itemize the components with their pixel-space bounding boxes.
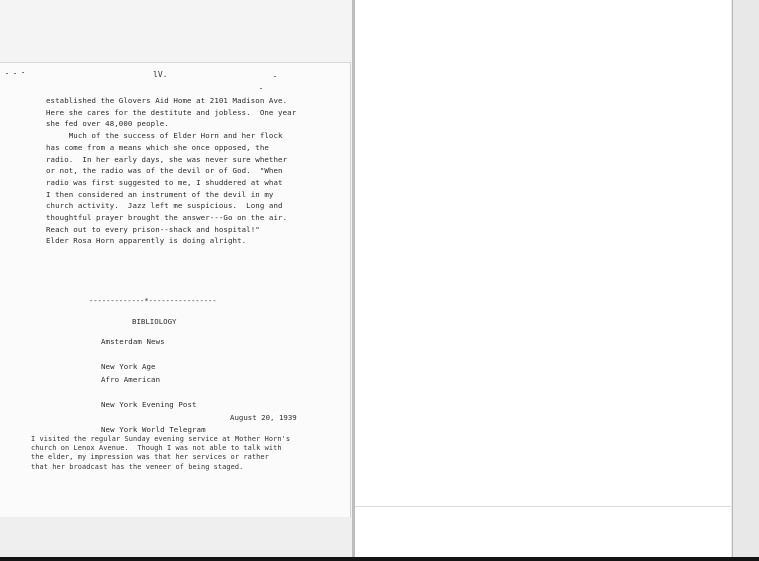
note-line: that her broadcast has the veneer of being staged. [31,462,244,471]
body-text [46,95,296,247]
document-date: August 20, 1939 [230,413,297,422]
body-line: has come from a means which she once opposed, the [46,142,269,152]
scan-bottom-border [0,557,759,561]
author-note [31,435,290,472]
body-line: thoughtful prayer brought the answer---Go on the air. [46,213,288,223]
bibliography-item: New York Age [101,362,156,372]
body-line: Here she cares for the destitute and jobless. One year [46,107,297,117]
bibliography-item: New York World Telegram [101,425,206,435]
right-page-crease [355,506,731,507]
scan-speck [6,73,8,74]
scan-speck [260,88,262,89]
scan-speck [274,76,276,77]
body-line: radio. In her early days, she was never sure whether [46,154,288,164]
body-line: Elder Rosa Horn apparently is doing alright. [46,236,247,246]
body-line: Reach out to every prison--shack and hospital!" [46,224,260,234]
scan-speck [22,72,24,73]
body-line: I then considered an instrument of the devil in my [46,189,274,199]
right-page-edge [731,0,759,561]
note-line: the elder, my impression was that her services or rather [31,453,269,462]
right-page-blank [355,0,731,557]
body-line: or not, the radio was of the devil or of God. "When [46,166,283,176]
right-page-edge-line [732,0,733,561]
bibliography-heading: BIBLIOLOGY [132,317,177,326]
bibliography-item: New York Evening Post [101,399,197,409]
page-number: lV. [153,70,168,79]
body-line: radio was first suggested to me, I shuddered at what [46,177,283,187]
body-line: she fed over 48,000 people. [46,119,169,129]
section-divider: -------------*---------------- [89,296,217,305]
sheet-lower-margin [0,517,352,557]
bibliography-item: Amsterdam News [101,337,165,346]
note-line: I visited the regular Sunday evening service at Mother Horn's [31,435,291,443]
body-line: church activity. Jazz left me suspicious. Long and [46,201,283,211]
bibliography-list [101,336,206,437]
note-line: church on Lenox Avenue. Though I was not able to talk with [31,444,282,453]
body-line: established the Glovers Aid Home at 2101 Madison Ave. [46,96,288,105]
scan-speck [14,73,16,74]
body-line: Much of the success of Elder Horn and her flock [46,131,283,141]
bibliography-item: Afro American [101,374,161,384]
